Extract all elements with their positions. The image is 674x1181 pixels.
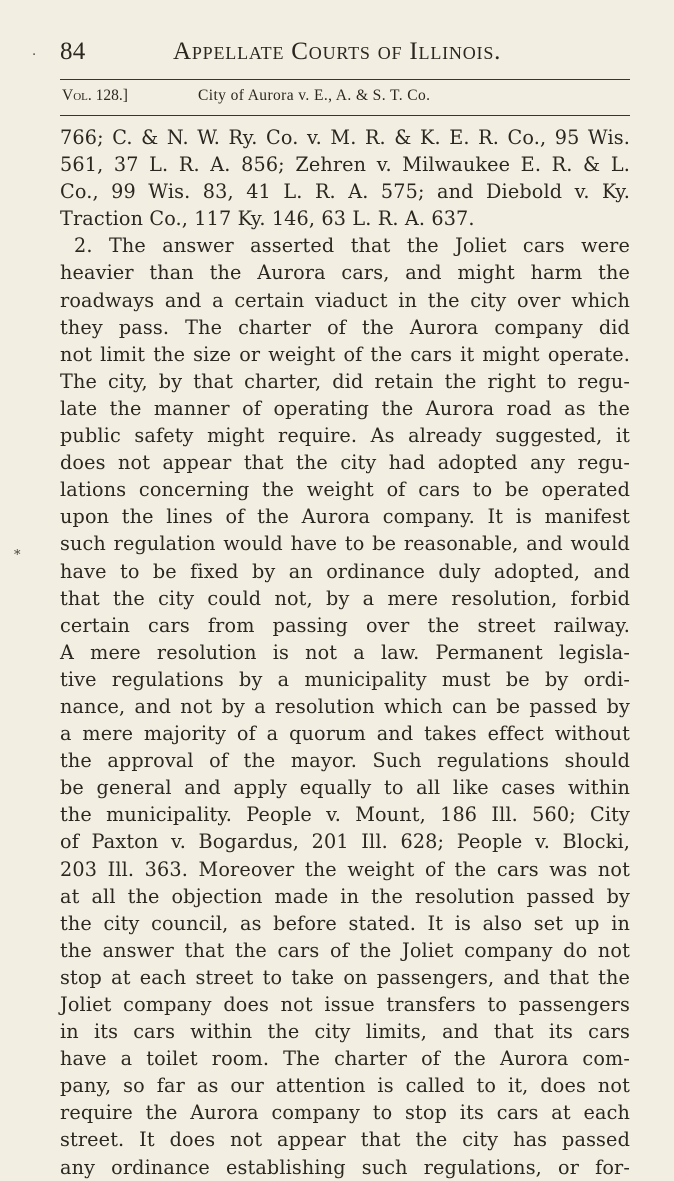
- text-line: the approval of the mayor. Such regulations should: [60, 749, 630, 773]
- text-line: they pass. The charter of the Aurora company did: [60, 315, 630, 339]
- paragraph-start-line: 2. The answer asserted that the Joliet cars were: [74, 234, 630, 258]
- text-line: heavier than the Aurora cars, and might harm the: [60, 261, 630, 285]
- text-line: be general and apply equally to all like cases within: [60, 776, 630, 800]
- text-line: Co., 99 Wis. 83, 41 L. R. A. 575; and Diebold v. Ky.: [60, 180, 630, 204]
- volume-label: Vol. 128.]: [62, 87, 128, 104]
- text-line: tive regulations by a municipality must be by ordi-: [60, 667, 630, 691]
- text-line: the city council, as before stated. It is also set up in: [60, 911, 630, 935]
- text-line: lations concerning the weight of cars to be operated: [60, 478, 630, 502]
- text-line: roadways and a certain viaduct in the city over which: [60, 288, 630, 312]
- running-title: Appellate Courts of Illinois.: [173, 38, 502, 65]
- text-line: pany, so far as our attention is called to it, does not: [60, 1074, 630, 1098]
- text-line: certain cars from passing over the street railway.: [60, 613, 630, 637]
- text-line: the municipality. People v. Mount, 186 Ill. 560; City: [60, 803, 630, 827]
- text-line: in its cars within the city limits, and that its cars: [60, 1020, 630, 1044]
- text-line: does not appear that the city had adopted any regu-: [60, 451, 630, 475]
- page-number: 84: [60, 38, 86, 65]
- text-line: have a toilet room. The charter of the Aurora com-: [60, 1047, 630, 1071]
- text-line: that the city could not, by a mere resolution, forbid: [60, 586, 630, 610]
- subheader-rule: [60, 115, 630, 116]
- case-subheader: [62, 87, 632, 111]
- text-line: such regulation would have to be reasonable, and would: [60, 532, 630, 556]
- body-text: [60, 124, 630, 1181]
- text-line: at all the objection made in the resolution passed by: [60, 884, 630, 908]
- case-title: City of Aurora v. E., A. & S. T. Co.: [198, 87, 431, 104]
- text-line: A mere resolution is not a law. Permanent legisla-: [60, 640, 630, 664]
- margin-mark-asterisk: *: [14, 548, 21, 563]
- page-header: [60, 38, 630, 72]
- text-line: Joliet company does not issue transfers to passengers: [60, 993, 630, 1016]
- text-line: Traction Co., 117 Ky. 146, 63 L. R. A. 637.: [60, 207, 475, 231]
- text-line: 203 Ill. 363. Moreover the weight of the cars was not: [60, 857, 630, 881]
- text-line: late the manner of operating the Aurora road as the: [60, 396, 630, 420]
- margin-mark-dot: .: [32, 44, 37, 59]
- text-line: upon the lines of the Aurora company. It is manifest: [60, 505, 630, 529]
- text-line: require the Aurora company to stop its cars at each: [60, 1101, 630, 1125]
- text-line: 766; C. & N. W. Ry. Co. v. M. R. & K. E. R. Co., 95 Wis.: [60, 126, 630, 149]
- text-line: have to be fixed by an ordinance duly adopted, and: [60, 559, 630, 583]
- text-line: a mere majority of a quorum and takes effect without: [60, 722, 630, 746]
- text-line: 561, 37 L. R. A. 856; Zehren v. Milwaukee E. R. & L.: [60, 153, 630, 177]
- text-line: not limit the size or weight of the cars it might operate.: [60, 342, 630, 366]
- text-line: the answer that the cars of the Joliet company do not: [60, 938, 630, 962]
- text-line: any ordinance establishing such regulations, or for-: [60, 1155, 630, 1179]
- text-line: public safety might require. As already suggested, it: [60, 424, 630, 448]
- text-line: of Paxton v. Bogardus, 201 Ill. 628; People v. Blocki,: [60, 830, 630, 854]
- text-line: nance, and not by a resolution which can be passed by: [60, 694, 630, 718]
- text-line: street. It does not appear that the city has passed: [60, 1128, 630, 1152]
- text-line: The city, by that charter, did retain the right to regu-: [60, 369, 630, 393]
- header-rule: [60, 79, 630, 80]
- text-line: stop at each street to take on passengers, and that the: [60, 965, 630, 989]
